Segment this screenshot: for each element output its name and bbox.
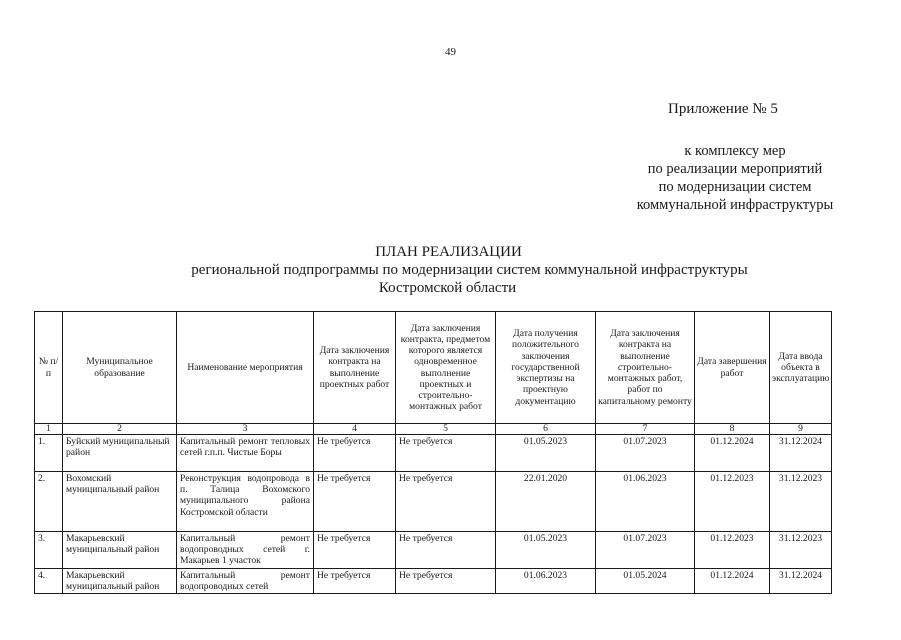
plan-table <box>34 311 832 594</box>
commissioning-date-cell: 31.12.2023 <box>770 472 832 532</box>
row-number-cell: 3. <box>35 532 63 569</box>
column-number: 7 <box>596 424 695 435</box>
row-number-cell: 2. <box>35 472 63 532</box>
header-cell: Дата заключения контракта, предметом которого является одновременное выполнение проектных и строительно-монтажных работ <box>396 312 496 424</box>
table-row <box>35 532 832 569</box>
municipality-cell: Вохомский муниципальный район <box>63 472 177 532</box>
construction-contract-cell: 01.05.2024 <box>596 569 695 594</box>
column-number: 8 <box>695 424 770 435</box>
commissioning-date-cell: 31.12.2024 <box>770 569 832 594</box>
plan-title <box>0 243 901 297</box>
table-row <box>35 435 832 472</box>
header-cell: Дата заключения контракта на выполнение проектных работ <box>314 312 396 424</box>
expertise-date-cell: 22.01.2020 <box>496 472 596 532</box>
plan-title-line: региональной подпрограммы по модернизации систем коммунальной инфраструктуры <box>191 262 748 278</box>
construction-contract-cell: 01.07.2023 <box>596 532 695 569</box>
construction-contract-cell: 01.07.2023 <box>596 435 695 472</box>
column-number: 3 <box>177 424 314 435</box>
column-number: 4 <box>314 424 396 435</box>
header-cell: Муниципальное образование <box>63 312 177 424</box>
plan-title-line: ПЛАН РЕАЛИЗАЦИИ <box>375 244 522 260</box>
expertise-date-cell: 01.05.2023 <box>496 435 596 472</box>
measure-cell: Капитальный ремонт тепловых сетей г.п.п. Чистые Боры <box>177 435 314 472</box>
municipality-cell: Макарьевский муниципальный район <box>63 569 177 594</box>
combined-contract-cell: Не требуется <box>396 472 496 532</box>
header-cell: № п/п <box>35 312 63 424</box>
completion-date-cell: 01.12.2024 <box>695 435 770 472</box>
measure-cell: Реконструкция водопровода в п. Талица Вохомского муниципального района Костромской области <box>177 472 314 532</box>
expertise-date-cell: 01.05.2023 <box>496 532 596 569</box>
measure-cell: Капитальный ремонт водопроводных сетей г. Макарьев 1 участок <box>177 532 314 569</box>
column-number-row <box>35 424 832 435</box>
commissioning-date-cell: 31.12.2024 <box>770 435 832 472</box>
completion-date-cell: 01.12.2024 <box>695 569 770 594</box>
appendix-line: к комплексу мер <box>684 143 786 159</box>
header-cell: Дата получения положительного заключения государственной экспертизы на проектную документацию <box>496 312 596 424</box>
header-cell: Дата завершения работ <box>695 312 770 424</box>
construction-contract-cell: 01.06.2023 <box>596 472 695 532</box>
table-header-row <box>35 312 832 424</box>
combined-contract-cell: Не требуется <box>396 532 496 569</box>
commissioning-date-cell: 31.12.2023 <box>770 532 832 569</box>
municipality-cell: Буйский муниципальный район <box>63 435 177 472</box>
appendix-line: по модернизации систем <box>658 179 812 195</box>
header-cell: Дата ввода объекта в эксплуатацию <box>770 312 832 424</box>
appendix-line: по реализации мероприятий <box>647 161 823 177</box>
completion-date-cell: 01.12.2023 <box>695 472 770 532</box>
table-row <box>35 569 832 594</box>
appendix-line: коммунальной инфраструктуры <box>636 197 834 213</box>
column-number: 5 <box>396 424 496 435</box>
table-row <box>35 472 832 532</box>
header-cell: Дата заключения контракта на выполнение строительно-монтажных работ, работ по капитальному ремонту <box>596 312 695 424</box>
page-number: 49 <box>445 46 456 58</box>
measure-cell: Капитальный ремонт водопроводных сетей <box>177 569 314 594</box>
combined-contract-cell: Не требуется <box>396 435 496 472</box>
appendix-subtitle <box>590 142 880 214</box>
plan-title-line: Костромской области <box>378 280 517 296</box>
design-contract-cell: Не требуется <box>314 569 396 594</box>
row-number-cell: 1. <box>35 435 63 472</box>
design-contract-cell: Не требуется <box>314 472 396 532</box>
column-number: 2 <box>63 424 177 435</box>
expertise-date-cell: 01.06.2023 <box>496 569 596 594</box>
combined-contract-cell: Не требуется <box>396 569 496 594</box>
completion-date-cell: 01.12.2023 <box>695 532 770 569</box>
design-contract-cell: Не требуется <box>314 435 396 472</box>
header-cell: Наименование мероприятия <box>177 312 314 424</box>
column-number: 9 <box>770 424 832 435</box>
column-number: 1 <box>35 424 63 435</box>
row-number-cell: 4. <box>35 569 63 594</box>
appendix-title: Приложение № 5 <box>668 101 778 117</box>
municipality-cell: Макарьевский муниципальный район <box>63 532 177 569</box>
column-number: 6 <box>496 424 596 435</box>
design-contract-cell: Не требуется <box>314 532 396 569</box>
